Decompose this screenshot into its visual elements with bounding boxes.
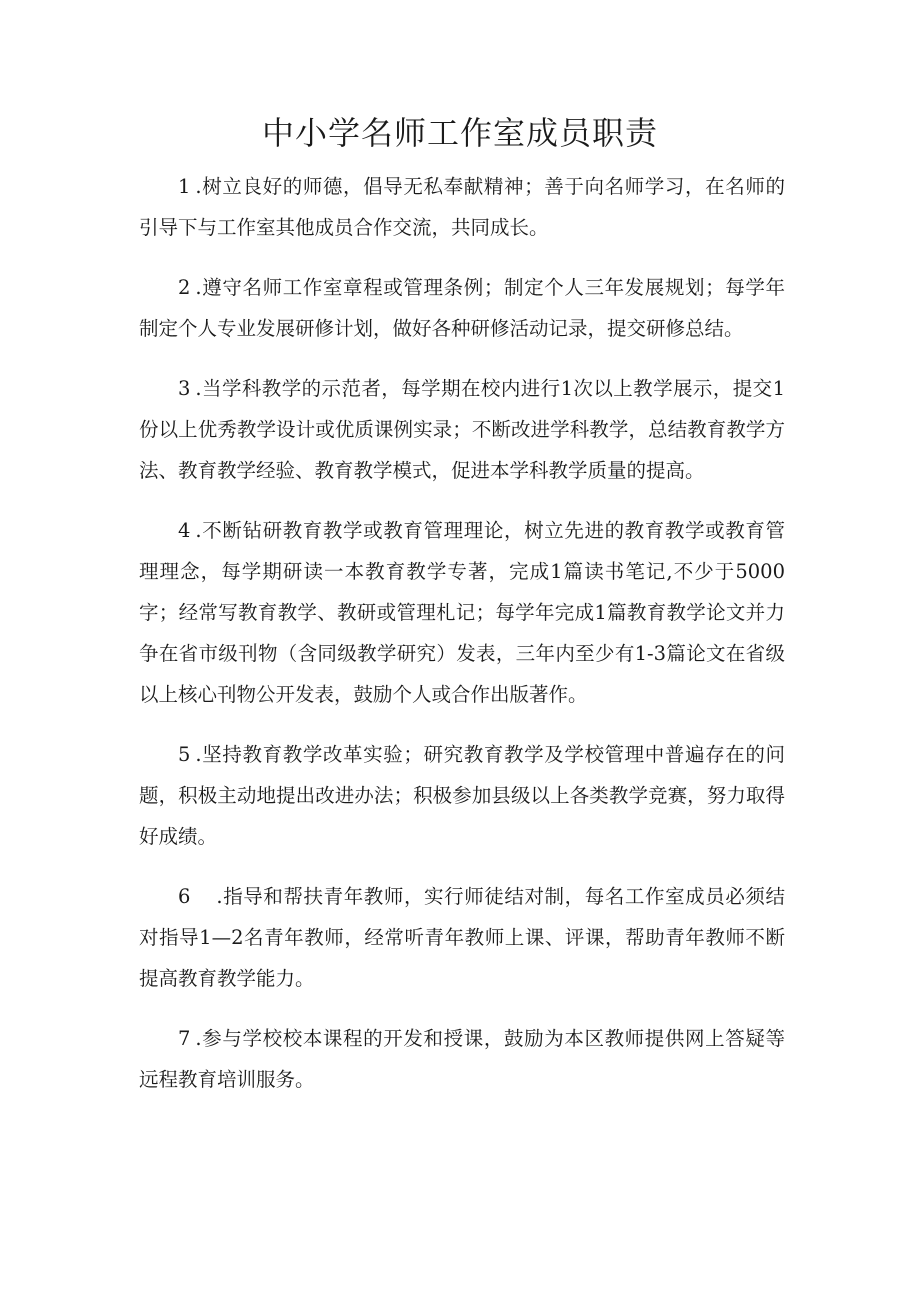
duty-number: 1 bbox=[178, 175, 191, 198]
duty-number: 6 bbox=[178, 885, 191, 908]
duty-text: .树立良好的师德，倡导无私奉献精神；善于向名师学习，在名师的引导下与工作室其他成员合作交流，共同成长。 bbox=[139, 175, 785, 239]
duty-item-1 bbox=[139, 166, 785, 248]
duty-text: .不断钻研教育教学或教育管理理论，树立先进的教育教学或教育管理理念，每学期研读一本教育教学专著，完成1篇读书笔记,不少于5000字；经常写教育教学、教研或管理札记；每学年完成1篇教育教学论文并力争在省市级刊物（含同级教学研究）发表，三年内至少有1-3篇论文在省级以上核心刊物公开发表，鼓励个人或合作出版著作。 bbox=[139, 519, 785, 706]
duty-text: .指导和帮扶青年教师，实行师徒结对制，每名工作室成员必须结对指导1—2名青年教师，经常听青年教师上课、评课，帮助青年教师不断提高教育教学能力。 bbox=[139, 885, 785, 990]
duty-number: 2 bbox=[178, 276, 191, 299]
duty-item-3 bbox=[139, 368, 785, 491]
duty-item-7 bbox=[139, 1018, 785, 1100]
duty-item-2 bbox=[139, 267, 785, 349]
duty-number: 5 bbox=[178, 743, 191, 766]
duty-item-6 bbox=[139, 876, 785, 999]
duty-number: 7 bbox=[178, 1027, 191, 1050]
duty-number: 4 bbox=[178, 519, 191, 542]
duty-text: .当学科教学的示范者，每学期在校内进行1次以上教学展示，提交1份以上优秀教学设计或优质课例实录；不断改进学科教学，总结教育教学方法、教育教学经验、教育教学模式，促进本学科教学质量的提高。 bbox=[139, 377, 785, 482]
duty-number: 3 bbox=[178, 377, 191, 400]
duty-item-5 bbox=[139, 734, 785, 857]
duty-item-4 bbox=[139, 510, 785, 715]
duties-list bbox=[139, 166, 785, 1119]
duty-text: .坚持教育教学改革实验；研究教育教学及学校管理中普遍存在的问题，积极主动地提出改进办法；积极参加县级以上各类教学竞赛，努力取得好成绩。 bbox=[139, 743, 785, 848]
document-title: 中小学名师工作室成员职责 bbox=[261, 114, 658, 152]
duty-text: .遵守名师工作室章程或管理条例；制定个人三年发展规划；每学年制定个人专业发展研修计划，做好各种研修活动记录，提交研修总结。 bbox=[139, 276, 785, 340]
duty-text: .参与学校校本课程的开发和授课，鼓励为本区教师提供网上答疑等远程教育培训服务。 bbox=[139, 1027, 785, 1091]
